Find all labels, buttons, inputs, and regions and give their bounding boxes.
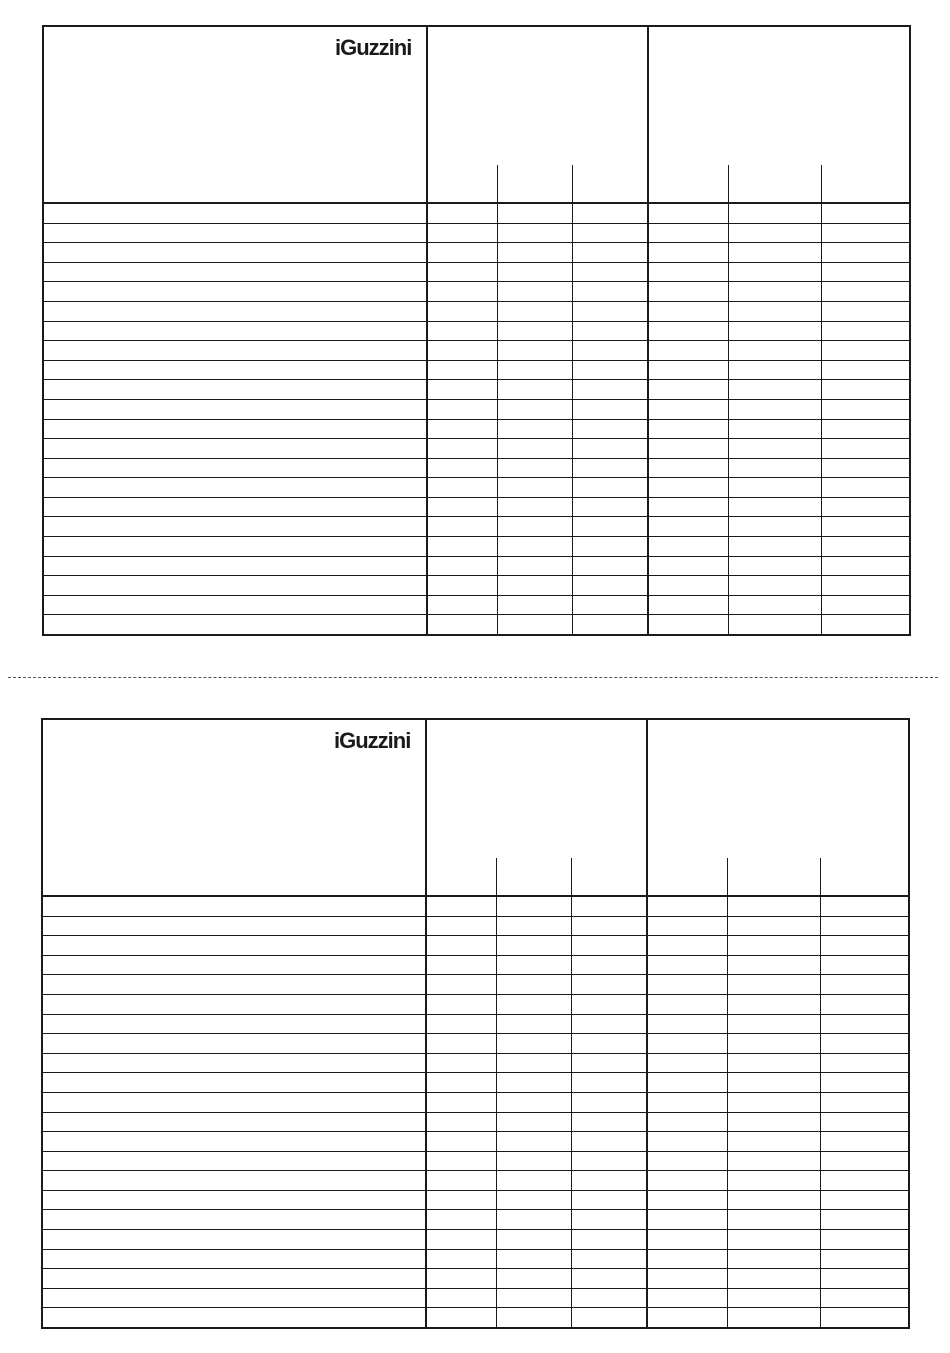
row-divider bbox=[43, 1151, 908, 1152]
row-divider bbox=[43, 994, 908, 995]
row-divider bbox=[44, 477, 909, 478]
row-divider bbox=[44, 497, 909, 498]
row-divider bbox=[44, 438, 909, 439]
row-divider bbox=[43, 1053, 908, 1054]
brand-logo: iGuzzini bbox=[335, 35, 412, 60]
row-divider bbox=[44, 614, 909, 615]
column-divider-main bbox=[426, 27, 428, 634]
row-divider bbox=[43, 1307, 908, 1308]
brand-logo: iGuzzini bbox=[334, 728, 411, 753]
row-divider bbox=[43, 1131, 908, 1132]
row-divider bbox=[43, 935, 908, 936]
row-divider bbox=[44, 379, 909, 380]
column-divider-group bbox=[647, 27, 649, 634]
row-divider bbox=[44, 340, 909, 341]
row-divider bbox=[44, 516, 909, 517]
row-divider bbox=[43, 1092, 908, 1093]
row-divider bbox=[43, 1209, 908, 1210]
row-divider bbox=[43, 1112, 908, 1113]
row-divider bbox=[44, 242, 909, 243]
row-divider bbox=[43, 955, 908, 956]
row-divider bbox=[43, 1072, 908, 1073]
row-divider bbox=[43, 1229, 908, 1230]
row-divider bbox=[43, 916, 908, 917]
row-divider bbox=[44, 595, 909, 596]
column-divider-main bbox=[425, 720, 427, 1327]
header-divider bbox=[44, 202, 909, 204]
row-divider bbox=[44, 399, 909, 400]
header-divider bbox=[43, 895, 908, 897]
row-divider bbox=[44, 281, 909, 282]
row-divider bbox=[44, 321, 909, 322]
row-divider bbox=[44, 262, 909, 263]
row-divider bbox=[44, 223, 909, 224]
row-divider bbox=[44, 536, 909, 537]
cut-separator bbox=[8, 677, 938, 678]
row-divider bbox=[43, 1033, 908, 1034]
row-divider bbox=[44, 556, 909, 557]
row-divider bbox=[43, 1170, 908, 1171]
row-divider bbox=[43, 1014, 908, 1015]
row-divider bbox=[43, 1249, 908, 1250]
row-divider bbox=[44, 458, 909, 459]
row-divider bbox=[44, 575, 909, 576]
form-table-top bbox=[42, 25, 911, 636]
row-divider bbox=[43, 1190, 908, 1191]
column-divider-group bbox=[646, 720, 648, 1327]
row-divider bbox=[44, 301, 909, 302]
row-divider bbox=[44, 419, 909, 420]
form-table-bottom bbox=[41, 718, 910, 1329]
row-divider bbox=[43, 1288, 908, 1289]
row-divider bbox=[44, 360, 909, 361]
row-divider bbox=[43, 1268, 908, 1269]
row-divider bbox=[43, 974, 908, 975]
